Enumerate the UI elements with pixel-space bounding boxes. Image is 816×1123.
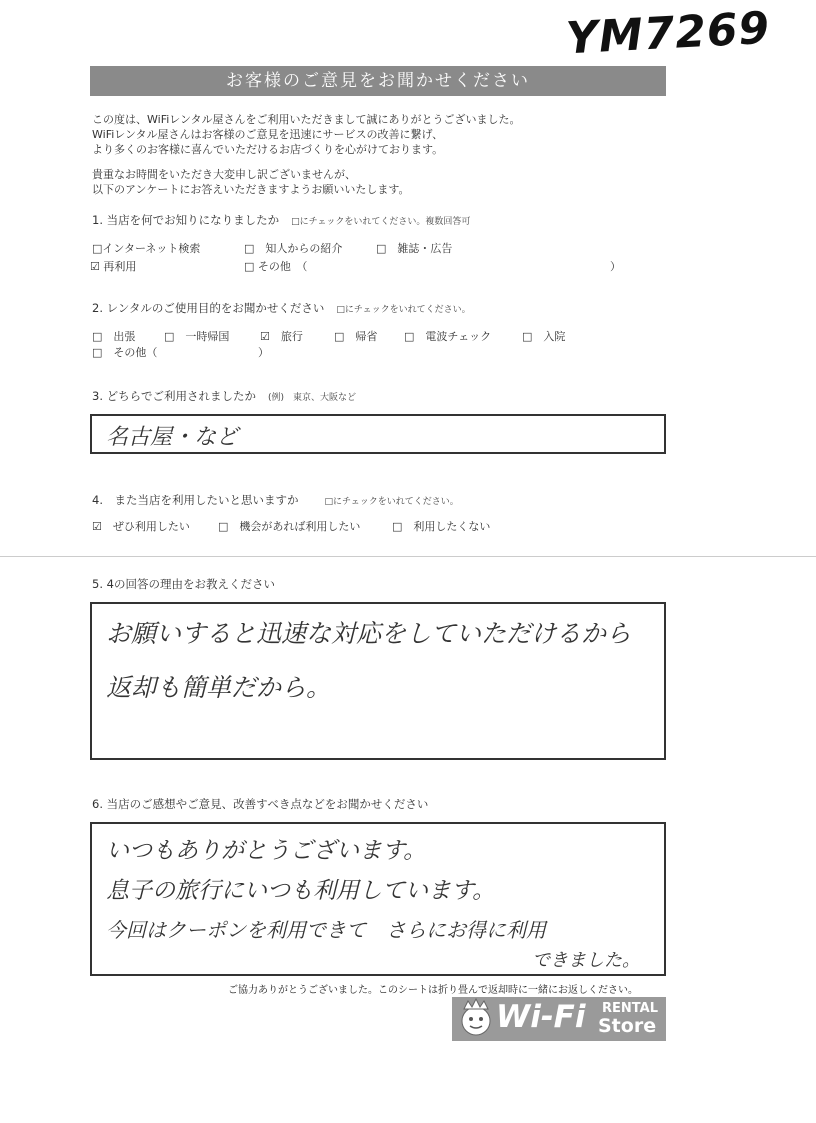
logo-store-text: Store — [598, 1015, 657, 1037]
intro-line: より多くのお客様に喜んでいただけるお店づくりを心がけております。 — [92, 143, 444, 156]
q1-title-text: 1. 当店を何でお知りになりましたか — [92, 213, 280, 227]
q4-option-not[interactable]: □ 利用したくない — [392, 520, 491, 533]
q5-answer-line: 返却も簡単だから。 — [106, 673, 332, 702]
q6-answer-line: 息子の旅行にいつも利用しています。 — [106, 878, 496, 904]
divider — [0, 556, 816, 557]
intro-line: 貴重なお時間をいただき大変申し訳ございませんが、 — [92, 168, 356, 181]
q4-note: □にチェックをいれてください。 — [324, 497, 459, 507]
q4-option-definitely[interactable]: ☑ ぜひ利用したい — [92, 520, 190, 533]
q2-note: □にチェックをいれてください。 — [336, 305, 471, 315]
q2-option-signal-check[interactable]: □ 電波チェック — [404, 330, 492, 343]
q1-title — [92, 212, 470, 228]
q1-option-magazine[interactable]: □ 雑誌・広告 — [376, 242, 453, 255]
q6-title: 6. 当店のご感想やご意見、改善すべき点などをお聞かせください — [92, 797, 429, 811]
q3-answer-box[interactable] — [90, 414, 666, 454]
intro-line: この度は、WiFiレンタル屋さんをご利用いただきまして誠にありがとうございました。 — [92, 113, 521, 126]
q5-title: 5. 4の回答の理由をお教えください — [92, 577, 275, 591]
q3-title — [92, 388, 356, 404]
q1-other-close: ） — [610, 260, 621, 273]
q2-option-business[interactable]: □ 出張 — [92, 330, 136, 343]
page-title: お客様のご意見をお聞かせください — [90, 66, 666, 96]
q2-option-homecoming[interactable]: □ 帰省 — [334, 330, 378, 343]
wifi-rental-store-logo — [452, 997, 666, 1041]
q4-option-if-chance[interactable]: □ 機会があれば利用したい — [218, 520, 361, 533]
q6-answer-box[interactable] — [90, 822, 666, 976]
q3-answer: 名古屋・など — [106, 425, 239, 450]
q1-option-friend[interactable]: □ 知人からの紹介 — [244, 242, 343, 255]
q6-answer-line: いつもありがとうございます。 — [106, 838, 427, 864]
q1-option-other[interactable]: □ その他 （ — [244, 260, 308, 273]
q5-answer-line: お願いすると迅速な対応をしていただけるから — [106, 619, 632, 648]
document-id-handwritten: YM7269 — [564, 2, 772, 65]
q1-option-reuse[interactable]: ☑ 再利用 — [90, 260, 137, 273]
intro-line: WiFiレンタル屋さんはお客様のご意見を迅速にサービスの改善に繋げ、 — [92, 128, 444, 141]
q2-title-text: 2. レンタルのご使用目的をお聞かせください — [92, 301, 325, 315]
q2-option-temp-return[interactable]: □ 一時帰国 — [164, 330, 230, 343]
q6-answer-line: できました。 — [532, 950, 640, 971]
q2-option-other[interactable]: □ その他（ — [92, 346, 158, 359]
q2-title — [92, 300, 471, 316]
q3-note: (例) 東京、大阪など — [268, 393, 357, 403]
intro-line: 以下のアンケートにお答えいただきますようお願いいたします。 — [92, 183, 410, 196]
q4-title-text: 4. また当店を利用したいと思いますか — [92, 493, 299, 507]
intro-text — [92, 112, 521, 197]
logo-rental-text: RENTAL — [602, 1001, 658, 1016]
footer-thanks: ご協力ありがとうございました。このシートは折り畳んで返却時に一緒にお返しください。 — [228, 985, 638, 996]
q2-option-hospital[interactable]: □ 入院 — [522, 330, 566, 343]
q3-title-text: 3. どちらでご利用されましたか — [92, 389, 257, 403]
q6-answer-line: 今回はクーポンを利用できて さらにお得に利用 — [106, 918, 546, 942]
q1-note: □にチェックをいれてください。複数回答可 — [291, 217, 471, 227]
q2-option-travel[interactable]: ☑ 旅行 — [260, 330, 303, 343]
logo-wifi-text: Wi-Fi — [496, 999, 586, 1035]
q1-option-internet[interactable]: □インターネット検索 — [92, 242, 201, 255]
q4-title — [92, 492, 459, 508]
q2-other-close: ） — [258, 346, 269, 359]
q5-answer-box[interactable] — [90, 602, 666, 760]
